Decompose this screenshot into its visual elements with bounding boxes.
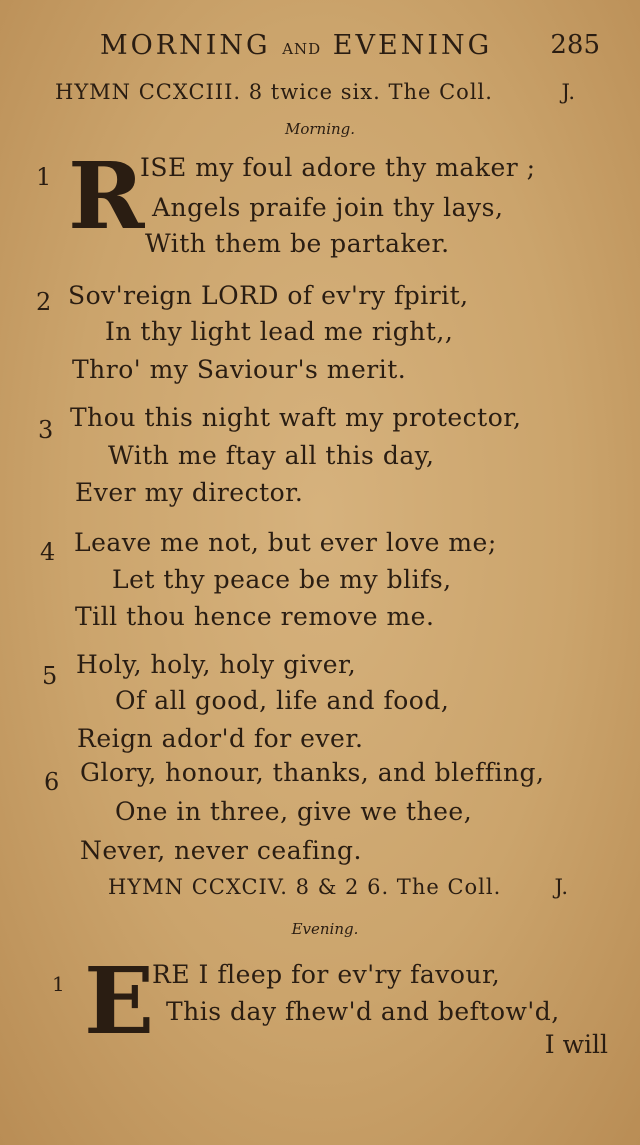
- verse-line: This day fhew'd and beftow'd,: [166, 997, 560, 1026]
- verse-line: Thou this night waft my protector,: [70, 403, 522, 432]
- verse-line: Sov'reign LORD of ev'ry fpirit,: [68, 281, 469, 310]
- stanza-number: 1: [36, 163, 52, 191]
- stanza-number: 4: [40, 538, 56, 566]
- page-number: 285: [550, 30, 600, 60]
- hymn-author: J.: [554, 875, 568, 899]
- hymn-subtitle-evening: Evening.: [291, 920, 359, 938]
- verse-line: With me ftay all this day,: [108, 441, 435, 470]
- drop-cap-r: R: [68, 142, 145, 250]
- stanza-number: 3: [38, 416, 54, 444]
- verse-line: Till thou hence remove me.: [75, 602, 435, 631]
- verse-line: RE I fleep for ev'ry favour,: [152, 960, 501, 989]
- stanza-number: 2: [36, 288, 52, 316]
- verse-line: Holy, holy, holy giver,: [76, 650, 357, 679]
- verse-line: Reign ador'd for ever.: [77, 724, 364, 753]
- verse-line: With them be partaker.: [145, 229, 450, 258]
- verse-line: Never, never ceafing.: [80, 836, 362, 865]
- verse-line: Ever my director.: [75, 478, 304, 507]
- stanza-number: 5: [42, 662, 58, 690]
- hymn-subtitle-morning: Morning.: [284, 120, 356, 138]
- verse-line: ISE my foul adore thy maker ;: [140, 153, 536, 182]
- hymn-title: HYMN CCXCIII. 8 twice six. The Coll.: [55, 80, 493, 104]
- hymn-heading-1: [55, 80, 575, 104]
- verse-line: Leave me not, but ever love me;: [74, 528, 497, 557]
- header-title-morning: MORNING: [100, 30, 271, 61]
- verse-line: Glory, honour, thanks, and bleffing,: [80, 758, 545, 787]
- running-header: [100, 30, 600, 70]
- stanza-number: 6: [44, 768, 60, 796]
- verse-line: Thro' my Saviour's merit.: [72, 355, 407, 384]
- verse-line: Of all good, life and food,: [115, 686, 450, 715]
- hymn-author: J.: [561, 80, 575, 104]
- hymn-title: HYMN CCXCIV. 8 & 2 6. The Coll.: [108, 875, 502, 899]
- drop-cap-e: E: [84, 947, 155, 1055]
- verse-line: One in three, give we thee,: [115, 797, 473, 826]
- verse-line: Angels praife join thy lays,: [152, 193, 504, 222]
- catchword: I will: [544, 1030, 608, 1059]
- verse-line: Let thy peace be my blifs,: [112, 565, 452, 594]
- header-title-and: AND: [282, 40, 322, 58]
- hymn-heading-2: [108, 875, 568, 899]
- header-title-evening: EVENING: [332, 30, 493, 61]
- stanza-number: 1: [52, 972, 65, 996]
- verse-line: In thy light lead me right,,: [105, 317, 454, 346]
